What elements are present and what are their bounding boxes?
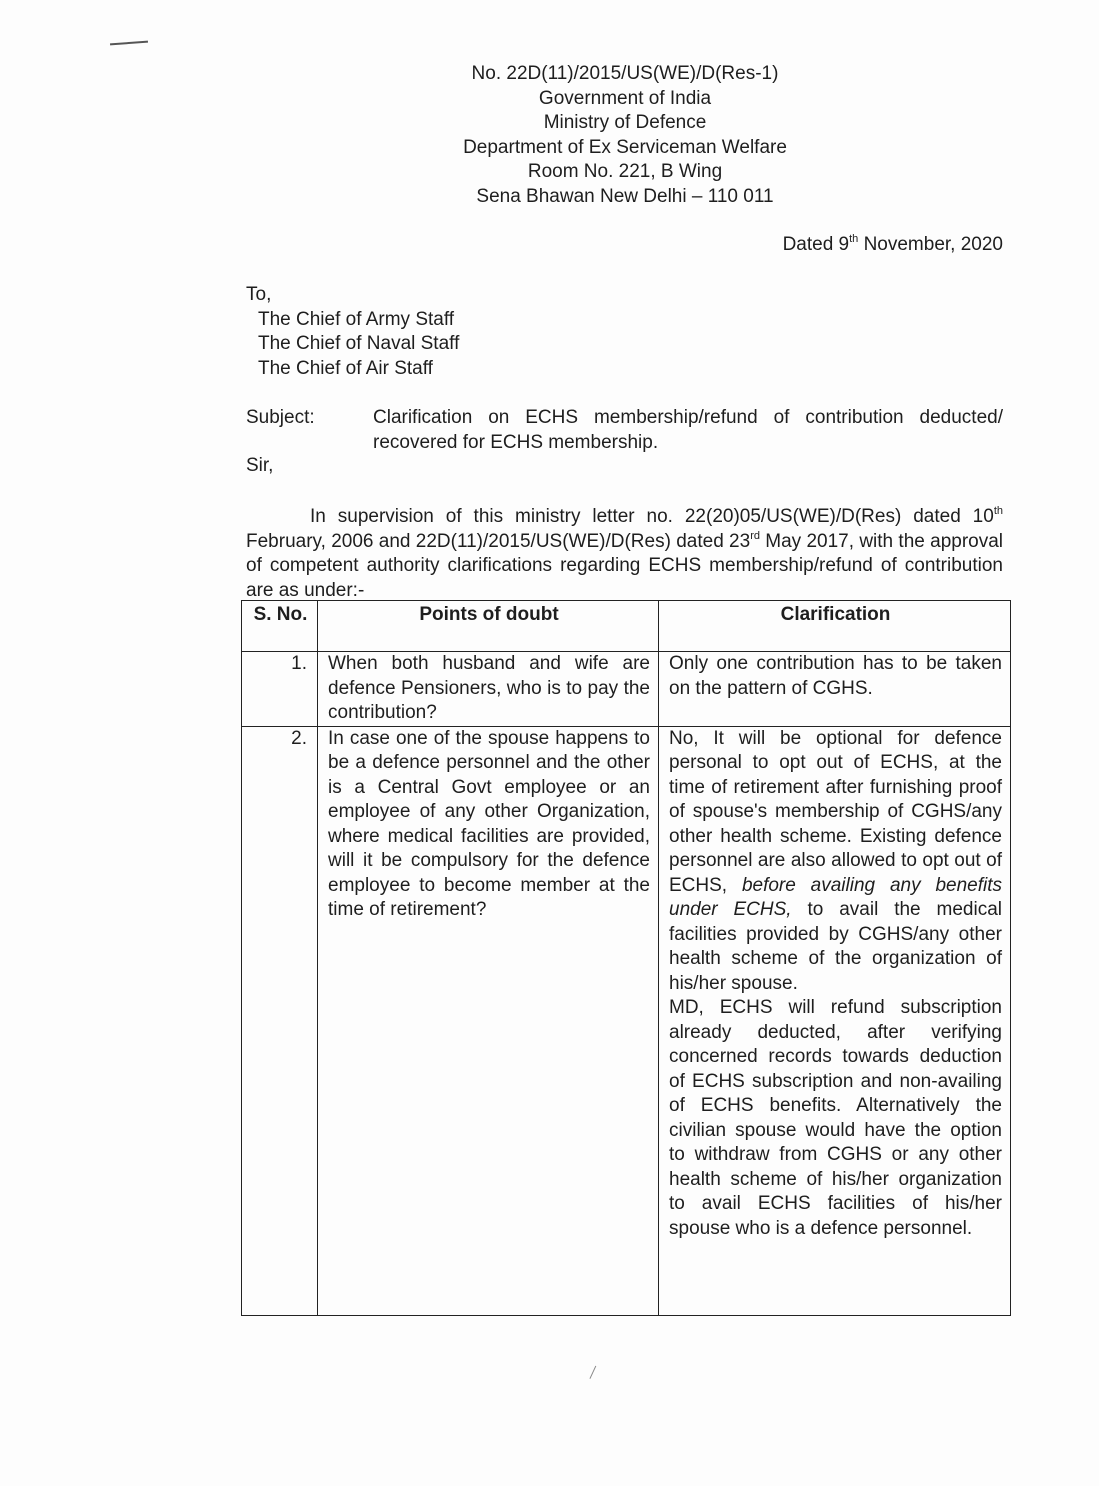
date-prefix: Dated 9 [782,234,850,255]
table-row [242,652,1011,727]
address-line: Sena Bhawan New Delhi – 110 011 [476,185,774,207]
recipient-navy: The Chief of Naval Staff [258,333,460,354]
subject-label: Subject: [246,407,315,428]
department-line: Department of Ex Serviceman Welfare [463,136,787,158]
stray-mark [589,1366,603,1382]
intro-part2: February, 2006 and 22D(11)/2015/US(WE)/D(Res) dated 23 [246,530,751,552]
reference-number: No. 22D(11)/2015/US(WE)/D(Res-1) [471,63,779,84]
letter-header [400,62,850,209]
clarification-part-b: to avail the medical facilities provided by CGHS/any other health scheme of the organization of his/her spouse. [669,899,1002,994]
intro-ordinal-2: rd [750,529,760,542]
ministry-line: Ministry of Defence [543,112,707,133]
recipient-block [246,283,459,381]
intro-part3: May 2017, with the approval of competent authority clarifications regarding ECHS membership/refund of contribution are as under:- [246,530,1004,601]
clarification-part-a: No, It will be optional for defence personal to opt out of ECHS, at the time of retirement after furnishing proof of spouse's membership of CGHS/any other health scheme. Existing defence personnel are also allowed to opt out of ECHS, [669,727,1002,896]
clarification-italic: before availing any benefits under ECHS, [669,874,1002,920]
to-label: To, [246,284,272,305]
recipient-air: The Chief of Air Staff [258,357,433,379]
row-clarification: Only one contribution has to be taken on the pattern of CGHS. [659,652,1011,727]
intro-ordinal-1: th [993,505,1003,517]
date-ordinal: th [849,233,859,245]
letter-date [783,234,1003,256]
room-line: Room No. 221, B Wing [527,161,723,182]
row-clarification [659,726,1011,1315]
row-doubt: When both husband and wife are defence Pensioners, who is to pay the contribution? [318,652,659,727]
intro-part1: In supervision of this ministry letter no. 22(20)05/US(WE)/D(Res) dated 10 [310,506,994,527]
government-line: Government of India [538,87,712,109]
date-suffix: November, 2020 [858,234,1003,255]
header-sno: S. No. [242,601,318,652]
salutation: Sir, [246,455,274,476]
row-sno: 2. [242,726,318,1315]
header-clarification: Clarification [659,601,1011,652]
recipient-army: The Chief of Army Staff [258,308,455,330]
subject-text: Clarification on ECHS membership/refund of contribution deducted/ recovered for ECHS membership. [373,407,1003,453]
clarification-part-c: MD, ECHS will refund subscription already deducted, after verifying concerned records towards deduction of ECHS subscription and non-availing of ECHS benefits. Alternatively the civilian spouse would have the option to withdraw from CGHS or any other health scheme of his/her organization to avail ECHS facilities of his/her spouse who is a defence personnel. [669,997,1002,1239]
clarification-table [241,600,1011,1316]
header-doubt: Points of doubt [318,601,659,652]
row-sno: 1. [242,652,318,727]
table-header-row [242,601,1011,652]
scan-mark [110,41,148,46]
row-doubt: In case one of the spouse happens to be a defence personnel and the other is a Central Govt employee or an employee of any other Organization, where medical facilities are provided, will it be compulsory for the defence employee to become member at the time of retirement? [318,726,659,1315]
table-row [242,726,1011,1315]
intro-paragraph [246,505,1003,603]
